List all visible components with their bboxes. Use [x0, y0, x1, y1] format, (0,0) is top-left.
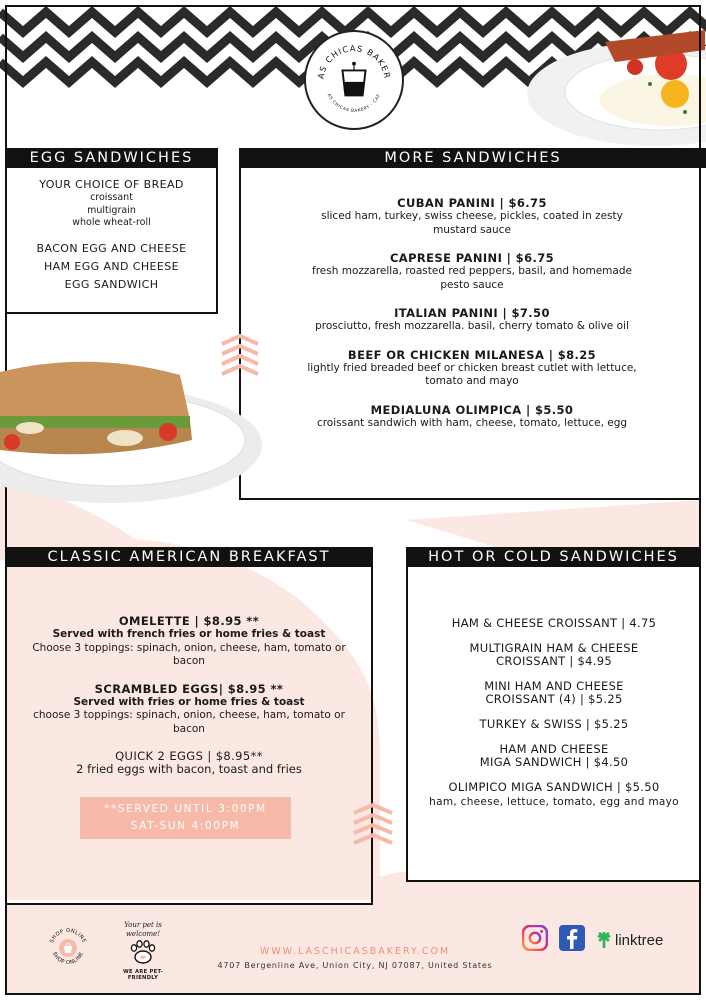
pet-friendly-label: WE ARE PET-FRIENDLY: [122, 969, 163, 981]
logo-brand-text: AS CHICAS BAKER: [315, 43, 393, 80]
bread-choice-heading: YOUR CHOICE OF BREAD: [39, 178, 184, 191]
menu-item-name: CAPRESE PANINI | $6.75: [389, 251, 555, 265]
menu-item-desc: prosciutto, fresh mozzarella. basil, cherry tomato & olive oil: [315, 320, 629, 332]
menu-item-name: CUBAN PANINI | $6.75: [397, 196, 547, 210]
menu-item-name: ITALIAN PANINI | $7.50: [394, 306, 550, 320]
menu-item-name: QUICK 2 EGGS | $8.95**: [115, 749, 263, 763]
menu-item-desc: ham, cheese, lettuce, tomato, egg and mayo: [429, 796, 679, 808]
menu-item-desc: tomato and mayo: [425, 375, 519, 387]
menu-item-name: MINI HAM AND CHEESE: [484, 679, 624, 693]
egg-sandwich-item: EGG SANDWICH: [64, 277, 159, 291]
menu-item-name: OMELETTE | $8.95 **: [118, 614, 260, 628]
linktree-icon: [596, 931, 612, 949]
menu-item-desc: lightly fried breaded beef or chicken breast cutlet with lettuce,: [307, 361, 637, 374]
menu-item-name: BEEF OR CHICKEN MILANESA | $8.25: [347, 347, 597, 362]
website-link[interactable]: WWW.LASCHICASBAKERY.COM: [259, 946, 451, 957]
sandwich-plate-image: [0, 350, 262, 506]
bread-option: multigrain: [87, 204, 136, 216]
egg-sandwiches-content: [5, 178, 218, 294]
menu-item-desc: choose 3 toppings: spinach, onion, cheese, ham, tomato or: [33, 709, 345, 721]
facebook-link[interactable]: [559, 925, 585, 951]
menu-item-sub: 2 fried eggs with bacon, toast and fries: [76, 762, 302, 776]
fried-egg-plate-image: [525, 22, 706, 152]
served-until-note: [80, 797, 291, 839]
menu-item-name: HAM & CHEESE CROISSANT | 4.75: [451, 616, 657, 630]
served-note-line: SAT-SUN 4:00PM: [130, 820, 241, 832]
shop-online-badge[interactable]: [44, 924, 92, 972]
menu-item-desc: fresh mozzarella, roasted red peppers, basil, and homemade: [312, 265, 632, 277]
bread-option: croissant: [90, 192, 133, 203]
linktree-label: linktree: [615, 931, 664, 949]
menu-item-desc: bacon: [173, 655, 205, 667]
menu-item-name: CROISSANT | $4.95: [496, 654, 612, 668]
menu-item-name: SCRAMBLED EGGS| $8.95 **: [94, 681, 284, 696]
menu-item-desc: sliced ham, turkey, swiss cheese, pickles, coated in zesty: [321, 210, 623, 222]
served-note-line: **SERVED UNTIL 3:00PM: [104, 803, 267, 815]
logo-artwork: [306, 32, 402, 128]
instagram-icon: [522, 925, 548, 951]
egg-sandwiches-title: EGG SANDWICHES: [5, 148, 218, 168]
classic-breakfast-title: CLASSIC AMERICAN BREAKFAST: [5, 547, 373, 567]
menu-item-name: OLIMPICO MIGA SANDWICH | $5.50: [448, 780, 660, 794]
menu-item-desc: Choose 3 toppings: spinach, onion, cheese, ham, tomato or: [32, 641, 346, 654]
bakery-logo: [304, 30, 404, 130]
menu-item-name: MIGA SANDWICH | $4.50: [479, 755, 629, 769]
menu-item-name: CROISSANT (4) | $5.25: [485, 692, 623, 706]
paw-icon: [128, 939, 158, 965]
menu-item-desc: mustard sauce: [433, 223, 511, 236]
hot-cold-sandwiches-title: HOT OR COLD SANDWICHES: [406, 547, 701, 567]
pink-chevron-decoration-lower: [352, 803, 394, 851]
menu-item-name: MEDIALUNA OLIMPICA | $5.50: [370, 402, 574, 417]
menu-item-name: MULTIGRAIN HAM & CHEESE: [469, 641, 639, 655]
pet-welcome-script: Your pet is welcome!: [124, 921, 162, 938]
menu-item-desc: bacon: [173, 722, 205, 735]
menu-item-desc: pesto sauce: [440, 278, 504, 291]
instagram-link[interactable]: [522, 925, 548, 951]
shop-online-text: SHOP ONLINE: [49, 927, 87, 944]
menu-item-sub: Served with fries or home fries & toast: [73, 695, 305, 708]
egg-sandwich-item: HAM EGG AND CHEESE: [44, 259, 179, 273]
address-text: 4707 Bergenline Ave, Union City, NJ 07087, United States: [217, 961, 493, 970]
classic-breakfast-list: [12, 614, 366, 777]
menu-item-desc: croissant sandwich with ham, cheese, tomato, lettuce, egg: [316, 416, 628, 429]
more-sandwiches-list: [262, 196, 682, 430]
bread-option: whole wheat-roll: [72, 217, 151, 228]
hot-cold-list: [412, 617, 696, 810]
shop-online-text: SHOP ONLINE: [50, 951, 86, 967]
facebook-icon: [559, 925, 585, 951]
menu-item-name: HAM AND CHEESE: [499, 742, 609, 756]
menu-item-sub: Served with french fries or home fries & toast: [52, 628, 326, 640]
egg-sandwich-item: BACON EGG AND CHEESE: [36, 241, 187, 255]
linktree-link[interactable]: [596, 929, 676, 951]
menu-item-name: TURKEY & SWISS | $5.25: [479, 717, 629, 731]
pet-friendly-badge: [110, 921, 176, 981]
more-sandwiches-title: MORE SANDWICHES: [239, 148, 706, 168]
logo-subtitle-text: AS CHICAS BAKERY · CAF: [325, 93, 383, 114]
shop-online-icon: [44, 924, 92, 972]
